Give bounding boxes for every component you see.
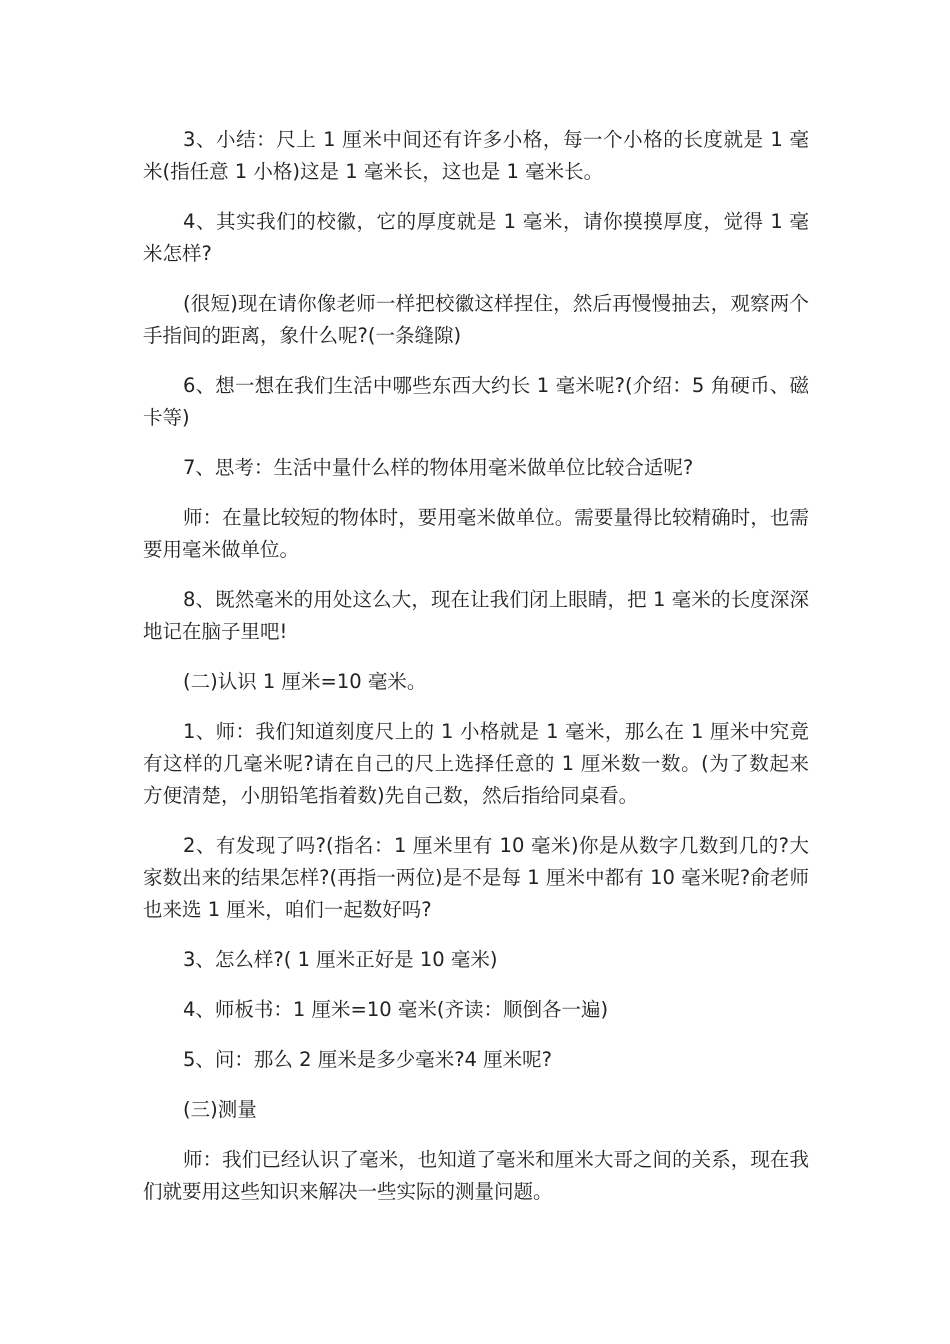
paragraph-reflect-7: 7、思考：生活中量什么样的物体用毫米做单位比较合适呢? xyxy=(183,456,694,479)
paragraph-summary-3: 3、小结：尺上 1 厘米中间还有许多小格，每一个小格的长度就是 1 毫米(指任意 1 小格)这是 1 毫米长，这也是 1 毫米长。 xyxy=(143,128,809,183)
paragraph-pinch-badge: (很短)现在请你像老师一样把校徽这样捏住，然后再慢慢抽去，观察两个手指间的距离，象什么呢?(一条缝隙) xyxy=(143,292,809,347)
document-page xyxy=(143,124,809,1226)
section-heading-3: (三)测量 xyxy=(183,1098,257,1121)
section-heading-2: (二)认识 1 厘米=10 毫米。 xyxy=(183,670,427,693)
paragraph-board-4: 4、师板书：1 厘米=10 毫米(齐读：顺倒各一遍) xyxy=(183,998,609,1021)
paragraph-measure-intro: 师：我们已经认识了毫米，也知道了毫米和厘米大哥之间的关系，现在我们就要用这些知识来解决一些实际的测量问题。 xyxy=(143,1148,809,1203)
paragraph-result-3: 3、怎么样?( 1 厘米正好是 10 毫米) xyxy=(183,948,498,971)
paragraph-teacher-note: 师：在量比较短的物体时，要用毫米做单位。需要量得比较精确时，也需要用毫米做单位。 xyxy=(143,506,809,561)
paragraph-discover-2: 2、有发现了吗?(指名：1 厘米里有 10 毫米)你是从数字几数到几的?大家数出来的结果怎样?(再指一两位)是不是每 1 厘米中都有 10 毫米呢?俞老师也来选 1 厘米，咱们一起数好吗? xyxy=(143,834,809,921)
paragraph-question-5: 5、问：那么 2 厘米是多少毫米?4 厘米呢? xyxy=(183,1048,553,1071)
paragraph-think-6: 6、想一想在我们生活中哪些东西大约长 1 毫米呢?(介绍：5 角硬币、磁卡等) xyxy=(143,374,809,429)
paragraph-school-badge-4: 4、其实我们的校徽，它的厚度就是 1 毫米，请你摸摸厚度，觉得 1 毫米怎样? xyxy=(143,210,809,265)
paragraph-close-eyes-8: 8、既然毫米的用处这么大，现在让我们闭上眼睛，把 1 毫米的长度深深地记在脑子里吧! xyxy=(143,588,809,643)
paragraph-count-1: 1、师：我们知道刻度尺上的 1 小格就是 1 毫米，那么在 1 厘米中究竟有这样的几毫米呢?请在自己的尺上选择任意的 1 厘米数一数。(为了数起来方便清楚，小朋铅笔指着数)先自己数，然后指给同桌看。 xyxy=(143,720,809,807)
